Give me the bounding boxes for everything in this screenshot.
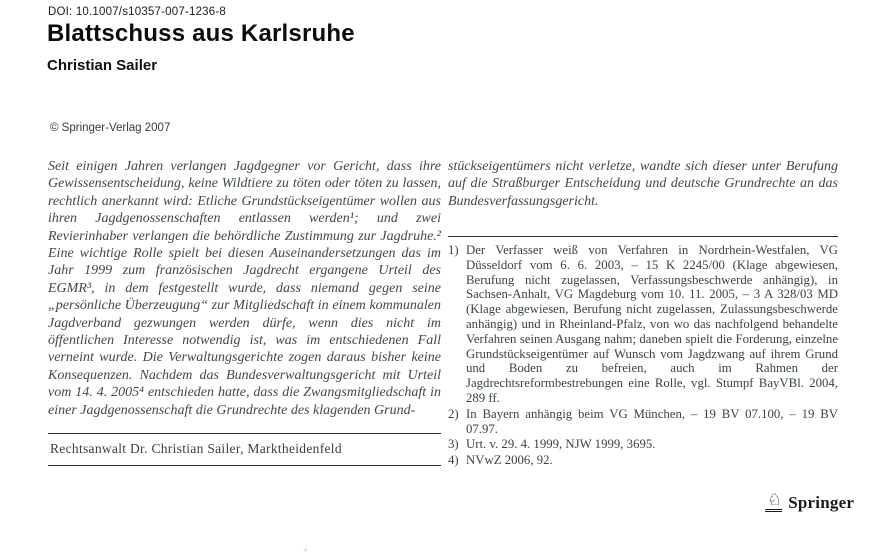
footnote-4-text: NVwZ 2006, 92. bbox=[466, 453, 553, 468]
footnote-1 bbox=[448, 243, 838, 406]
footnotes-list bbox=[448, 236, 838, 469]
registration-mark: + bbox=[303, 545, 309, 555]
copyright-line: © Springer-Verlag 2007 bbox=[50, 122, 171, 134]
publisher-logo bbox=[766, 492, 854, 512]
abstract-left-column: Seit einigen Jahren verlangen Jagdgegner vor Gericht, dass ihre Gewissensentscheidung, keine Wildtiere zu töten oder töten zu lassen, rechtlich anerkannt wird: Etliche Grundstückseigentümer wollen aus ihren Jagdgenossenschaften entlassen werden¹; und zwei Revierinhaber verlangen die behördliche Zustimmung zur Jagdruhe.² Eine wichtige Rolle spielt bei diesen Auseinandersetzungen das im Jahr 1999 zum französischen Jagdrecht ergangene Urteil des EGMR³, in dem festgestellt wurde, dass niemand gegen seine „persönliche Überzeugung“ zur Mitgliedschaft in einem kommunalen Jagdverband gezwungen werden dürfe, wenn dies nicht im öffentlichen Interesse notwendig ist, was im entschiedenen Fall verneint wurde. Die Verwaltungsgerichte zogen daraus bisher keine Konsequenzen. Nachdem das Bundesverwaltungsgericht mit Urteil vom 14. 4. 2005⁴ entschieden hatte, dass die Zwangsmitgliedschaft in einer Jagdgenossenschaft die Grundrechte des klagenden Grund- bbox=[48, 159, 441, 418]
publisher-wordmark: Springer bbox=[788, 493, 855, 512]
footnote-3-text: Urt. v. 29. 4. 1999, NJW 1999, 3695. bbox=[466, 437, 656, 452]
footnote-2 bbox=[448, 407, 838, 437]
footnote-2-marker: 2) bbox=[448, 406, 459, 421]
footnote-4 bbox=[448, 453, 838, 468]
footnote-1-text: Der Verfasser weiß von Verfahren in Nordrhein-Westfalen, VG Düsseldorf vom 6. 6. 2003, – 15 K 2245/00 (Klage abgewiesen, Berufung nicht zugelassen, Verfassungsbeschwerde anhängig), in Sachsen-Anhalt, VG Magdeburg vom 10. 11. 2005, – 3 A 328/03 MD (Klage abgewiesen, Berufung nicht zugelassen, Zulassungsbeschwerde anhängig) und in Rheinland-Pfalz, von wo das nachfolgend behandelte Verfahren seinen Ausgang nahm; daneben spielt die Forderung, einzelne Grundstückseigentümer auf Wunsch vom Jagdzwang auf ihrem Grund und Boden zu befreien, auch im Rahmen der Jagdrechtsreformbestrebungen eine Rolle, vgl. Stumpf BayVBl. 2004, 289 ff. bbox=[466, 243, 838, 405]
footnote-3 bbox=[448, 437, 838, 452]
footnote-4-marker: 4) bbox=[448, 453, 459, 468]
footnote-3-marker: 3) bbox=[448, 437, 459, 452]
footnote-1-marker: 1) bbox=[448, 243, 459, 257]
abstract-right-column: stückseigentümers nicht verletze, wandte sich dieser unter Berufung auf die Straßburger Entscheidung und deutsche Grundrechte an das Bundesverfassungsgericht. bbox=[448, 159, 838, 209]
author-affiliation: Rechtsanwalt Dr. Christian Sailer, Marktheidenfeld bbox=[48, 433, 441, 466]
doi-line: DOI: 10.1007/s10357-007-1236-8 bbox=[48, 6, 226, 18]
footnote-2-text: In Bayern anhängig beim VG München, – 19 BV 07.100, – 19 BV 07.97. bbox=[466, 406, 838, 436]
article-title: Blattschuss aus Karlsruhe bbox=[47, 20, 355, 47]
springer-horse-icon: ♘ bbox=[766, 490, 784, 510]
article-author: Christian Sailer bbox=[47, 57, 158, 74]
